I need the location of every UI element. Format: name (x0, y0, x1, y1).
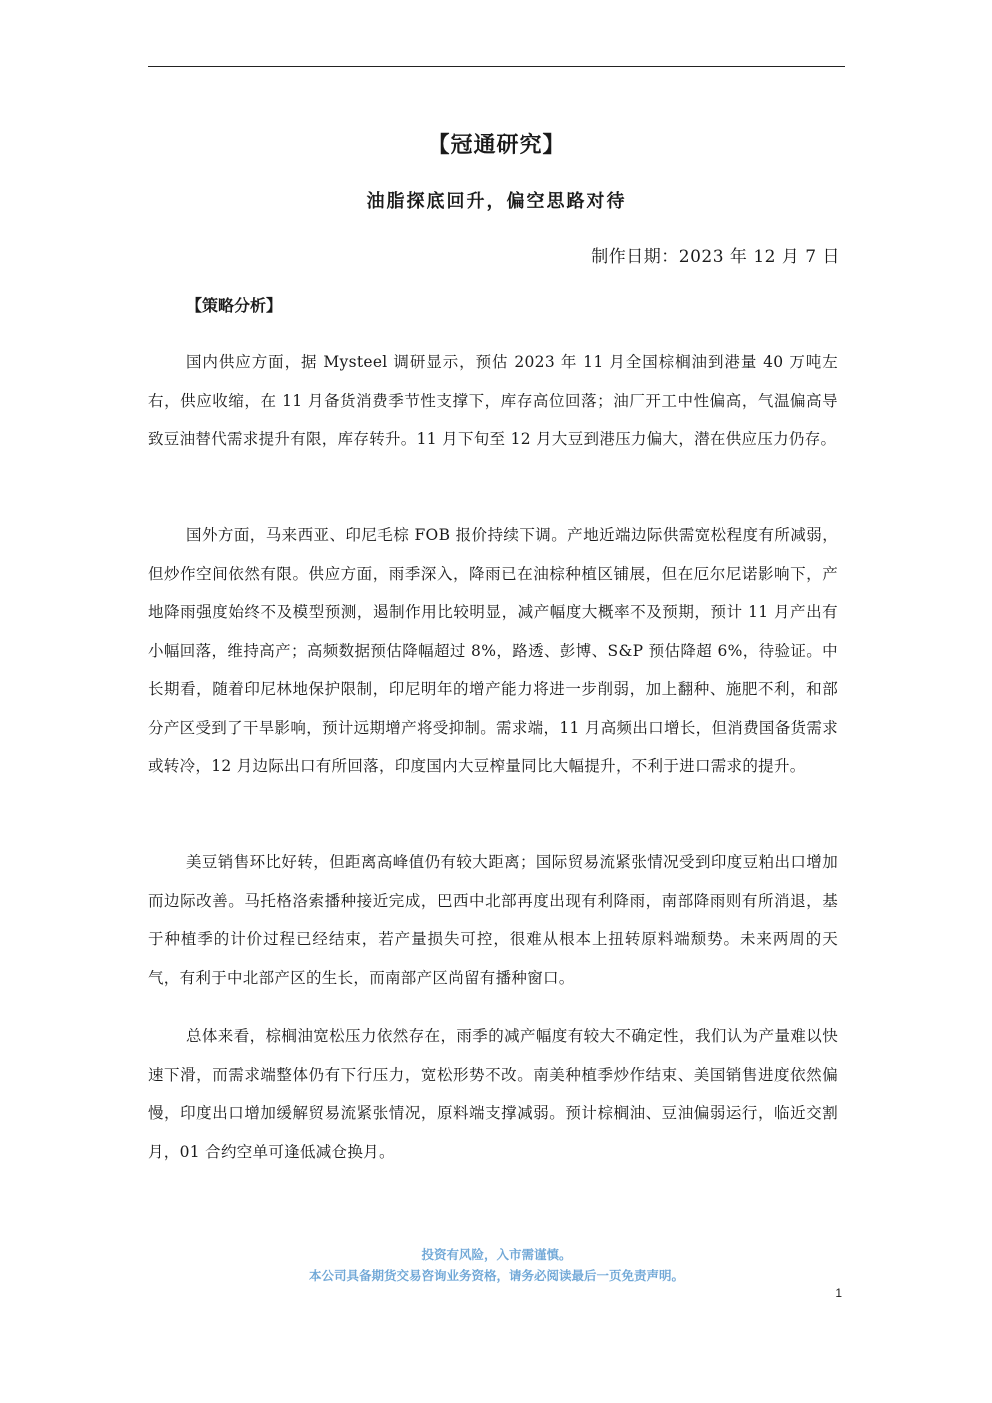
qualification-notice: 本公司具备期货交易咨询业务资格，请务必阅读最后一页免责声明。 (308, 1268, 684, 1283)
risk-notice: 投资有风险，入市需谨慎。 (421, 1247, 572, 1262)
paragraph-summary: 总体来看，棕榈油宽松压力依然存在，雨季的减产幅度有较大不确定性，我们认为产量难以快速下滑，而需求端整体仍有下行压力，宽松形势不改。南美种植季炒作结束、美国销售进度依然偏慢，印度出口增加缓解贸易流紧张情况，原料端支撑减弱。预计棕榈油、豆油偏弱运行，临近交割月，01 合约空单可逢低减仓换月。 (148, 1027, 838, 1161)
header-rule (148, 66, 845, 67)
report-brand-title: 【冠通研究】 (427, 132, 566, 158)
paragraph-overseas: 国外方面，马来西亚、印尼毛棕 FOB 报价持续下调。产地近端边际供需宽松程度有所减弱，但炒作空间依然有限。供应方面，雨季深入，降雨已在油棕种植区铺展，但在厄尔尼诺影响下，产地降雨强度始终不及模型预测，遏制作用比较明显，减产幅度大概率不及预期，预计 11 月产出有小幅回落，维持高产；高频数据预估降幅超过 8%，路透、彭博、S&P 预估降超 6%，待验证。中长期看，随着印尼林地保护限制，印尼明年的增产能力将进一步削弱，加上翻种、施肥不利，和部分产区受到了干旱影响，预计远期增产将受抑制。需求端，11 月高频出口增长，但消费国备货需求或转冷，12 月边际出口有所回落，印度国内大豆榨量同比大幅提升，不利于进口需求的提升。 (148, 526, 838, 775)
report-date: 制作日期：2023 年 12 月 7 日 (591, 247, 840, 267)
section-heading-strategy: 【策略分析】 (186, 296, 283, 315)
page-number: 1 (835, 1286, 842, 1300)
report-subtitle: 油脂探底回升，偏空思路对待 (366, 191, 627, 212)
paragraph-domestic-supply: 国内供应方面，据 Mysteel 调研显示，预估 2023 年 11 月全国棕榈油到港量 40 万吨左右，供应收缩，在 11 月备货消费季节性支撑下，库存高位回落；油厂开工中性偏高，气温偏高导致豆油替代需求提升有限，库存转升。11 月下旬至 12 月大豆到港压力偏大，潜在供应压力仍存。 (148, 353, 838, 448)
paragraph-us-soybean: 美豆销售环比好转，但距离高峰值仍有较大距离；国际贸易流紧张情况受到印度豆粕出口增加而边际改善。马托格洛索播种接近完成，巴西中北部再度出现有利降雨，南部降雨则有所消退，基于种植季的计价过程已经结束，若产量损失可控，很难从根本上扭转原料端颓势。未来两周的天气，有利于中北部产区的生长，而南部产区尚留有播种窗口。 (148, 853, 838, 987)
